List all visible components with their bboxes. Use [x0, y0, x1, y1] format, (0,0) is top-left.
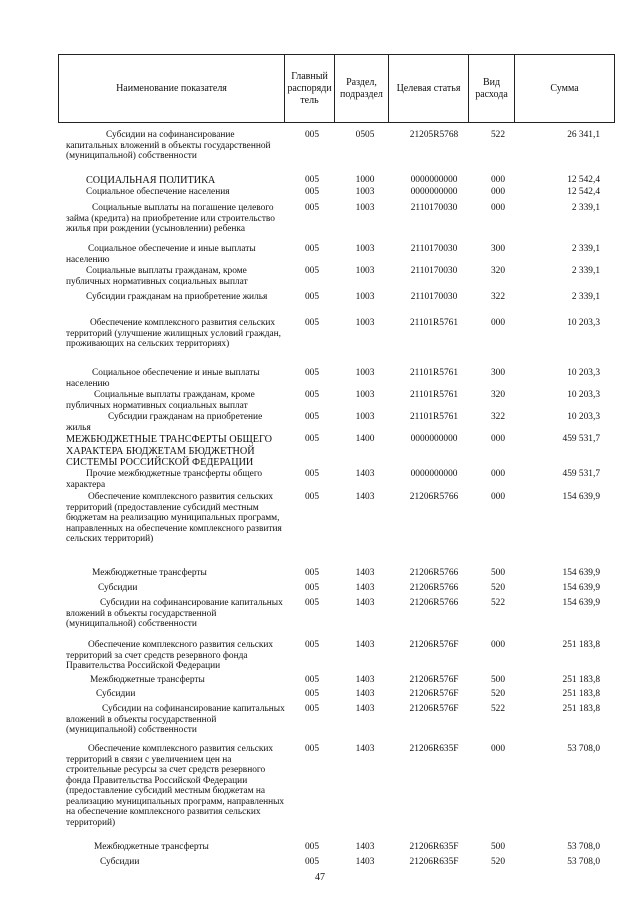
header-main-manager: Главный распоряди тель — [285, 55, 335, 123]
section-code: 1403 — [355, 675, 375, 685]
sum-value: 12 542,4 — [567, 187, 600, 197]
main-manager-code: 005 — [304, 842, 320, 852]
section-code: 1000 — [355, 175, 375, 185]
sum-value: 10 203,3 — [567, 390, 600, 400]
target-article-code: 21205R5768 — [409, 130, 459, 140]
target-article-code: 21206R5766 — [409, 598, 459, 608]
expense-type-code: 500 — [490, 842, 506, 852]
expense-type-code: 522 — [490, 704, 506, 714]
expense-type-code: 522 — [490, 130, 506, 140]
row-name: Субсидии — [100, 857, 140, 867]
sum-value: 2 339,1 — [571, 292, 600, 302]
section-code: 1403 — [355, 492, 375, 502]
main-manager-code: 005 — [304, 434, 320, 444]
row-name: Обеспечение комплексного развития сельских территорий в связи с увеличением цен на строительные ресурсы за счет средств резервного фонда Правительства Российской Федерации (предоставление субсидий местным бюджетам на реализацию муниципальных программ, направленных на обеспечение комплексного развития сельских территорий) — [66, 744, 285, 828]
target-article-code: 0000000000 — [410, 469, 458, 479]
row-name: Субсидии гражданам на приобретение жилья — [86, 292, 268, 302]
main-manager-code: 005 — [304, 266, 320, 276]
target-article-code: 0000000000 — [410, 434, 458, 444]
main-manager-code: 005 — [304, 640, 320, 650]
target-article-code: 2110170030 — [410, 244, 458, 254]
sum-value: 10 203,3 — [567, 318, 600, 328]
sum-value: 53 708,0 — [567, 857, 600, 867]
target-article-code: 21101R5761 — [409, 368, 459, 378]
table-header — [58, 54, 615, 123]
target-article-code: 2110170030 — [410, 203, 458, 213]
row-name: Обеспечение комплексного развития сельских территорий за счет средств резервного фонда Правительства Российской Федерации — [66, 640, 274, 671]
section-code: 1403 — [355, 857, 375, 867]
section-code: 1403 — [355, 583, 375, 593]
section-code: 1003 — [355, 292, 375, 302]
sum-value: 154 639,9 — [562, 598, 600, 608]
target-article-code: 0000000000 — [410, 175, 458, 185]
row-name: Субсидии гражданам на приобретение жилья — [66, 412, 263, 433]
expense-type-code: 500 — [490, 675, 506, 685]
header-name: Наименование показателя — [59, 55, 285, 123]
expense-type-code: 320 — [490, 390, 506, 400]
header-target-article: Целевая статья — [389, 55, 469, 123]
sum-value: 10 203,3 — [567, 412, 600, 422]
sum-value: 12 542,4 — [567, 175, 600, 185]
target-article-code: 21206R5766 — [409, 492, 459, 502]
expense-type-code: 000 — [490, 318, 506, 328]
expense-type-code: 520 — [490, 583, 506, 593]
expense-type-code: 500 — [490, 568, 506, 578]
target-article-code: 21206R576F — [409, 675, 459, 685]
expense-type-code: 520 — [490, 689, 506, 699]
row-name: Обеспечение комплексного развития сельских территорий (улучшение жилищных условий граждан, проживающих на сельских территориях) — [66, 318, 282, 349]
target-article-code: 21206R576F — [409, 689, 459, 699]
main-manager-code: 005 — [304, 492, 320, 502]
main-manager-code: 005 — [304, 292, 320, 302]
section-code: 1003 — [355, 368, 375, 378]
main-manager-code: 005 — [304, 130, 320, 140]
header-section: Раздел, подраздел — [335, 55, 389, 123]
main-manager-code: 005 — [304, 704, 320, 714]
section-code: 1400 — [355, 434, 375, 444]
sum-value: 154 639,9 — [562, 568, 600, 578]
row-name: Социальные выплаты на погашение целевого займа (кредита) на приобретение или строительство жилья при рождении (усыновлении) ребенка — [66, 203, 275, 234]
sum-value: 53 708,0 — [567, 744, 600, 754]
main-manager-code: 005 — [304, 390, 320, 400]
section-code: 1003 — [355, 318, 375, 328]
target-article-code: 2110170030 — [410, 266, 458, 276]
page-number: 47 — [315, 872, 325, 883]
row-name: Межбюджетные трансферты — [92, 568, 207, 578]
sum-value: 2 339,1 — [571, 203, 600, 213]
expense-type-code: 000 — [490, 187, 506, 197]
sum-value: 154 639,9 — [562, 583, 600, 593]
row-name: Социальное обеспечение и иные выплаты населению — [66, 244, 256, 265]
main-manager-code: 005 — [304, 187, 320, 197]
section-code: 1003 — [355, 412, 375, 422]
main-manager-code: 005 — [304, 598, 320, 608]
row-name: Социальные выплаты гражданам, кроме публичных нормативных социальных выплат — [66, 266, 248, 287]
main-manager-code: 005 — [304, 368, 320, 378]
row-name: Субсидии — [98, 583, 138, 593]
main-manager-code: 005 — [304, 568, 320, 578]
sum-value: 251 183,8 — [562, 640, 600, 650]
row-name: Социальные выплаты гражданам, кроме публичных нормативных социальных выплат — [66, 390, 255, 411]
section-code: 0505 — [355, 130, 375, 140]
expense-type-code: 000 — [490, 469, 506, 479]
target-article-code: 2110170030 — [410, 292, 458, 302]
section-code: 1003 — [355, 244, 375, 254]
section-code: 1403 — [355, 842, 375, 852]
section-code: 1003 — [355, 266, 375, 276]
expense-type-code: 300 — [490, 368, 506, 378]
main-manager-code: 005 — [304, 857, 320, 867]
section-code: 1403 — [355, 598, 375, 608]
row-name: Субсидии на софинансирование капитальных вложений в объекты государственной (муниципальной) собственности — [66, 704, 285, 735]
target-article-code: 21101R5761 — [409, 412, 459, 422]
row-name: Субсидии на софинансирование капитальных вложений в объекты государственной (муниципальной) собственности — [66, 130, 271, 161]
row-name: Межбюджетные трансферты — [90, 675, 205, 685]
target-article-code: 21206R576F — [409, 640, 459, 650]
row-name: Прочие межбюджетные трансферты общего характера — [66, 469, 263, 490]
expense-type-code: 520 — [490, 857, 506, 867]
row-name: Обеспечение комплексного развития сельских территорий (предоставление субсидий местным бюджетам на реализацию муниципальных программ, направленных на обеспечение комплексного развития сельских территорий) — [66, 492, 282, 544]
target-article-code: 0000000000 — [410, 187, 458, 197]
sum-value: 2 339,1 — [571, 244, 600, 254]
sum-value: 251 183,8 — [562, 704, 600, 714]
sum-value: 459 531,7 — [562, 434, 600, 444]
expense-type-code: 300 — [490, 244, 506, 254]
section-code: 1003 — [355, 390, 375, 400]
row-name: СОЦИАЛЬНАЯ ПОЛИТИКА — [86, 175, 216, 186]
target-article-code: 21101R5761 — [409, 318, 459, 328]
main-manager-code: 005 — [304, 412, 320, 422]
expense-type-code: 000 — [490, 434, 506, 444]
section-code: 1403 — [355, 568, 375, 578]
section-code: 1403 — [355, 640, 375, 650]
row-name: Социальное обеспечение и иные выплаты населению — [66, 368, 260, 389]
header-expense-type: Вид расхода — [469, 55, 515, 123]
section-code: 1003 — [355, 187, 375, 197]
section-code: 1403 — [355, 704, 375, 714]
expense-type-code: 000 — [490, 744, 506, 754]
target-article-code: 21206R635F — [409, 744, 459, 754]
main-manager-code: 005 — [304, 175, 320, 185]
expense-type-code: 320 — [490, 266, 506, 276]
expense-type-code: 522 — [490, 598, 506, 608]
sum-value: 251 183,8 — [562, 675, 600, 685]
target-article-code: 21206R576F — [409, 704, 459, 714]
section-code: 1403 — [355, 469, 375, 479]
expense-type-code: 000 — [490, 175, 506, 185]
main-manager-code: 005 — [304, 203, 320, 213]
row-name: Субсидии на софинансирование капитальных вложений в объекты государственной (муниципальной) собственности — [66, 598, 283, 629]
target-article-code: 21206R5766 — [409, 568, 459, 578]
expense-type-code: 000 — [490, 203, 506, 213]
row-name: Межбюджетные трансферты — [94, 842, 209, 852]
section-code: 1403 — [355, 689, 375, 699]
main-manager-code: 005 — [304, 689, 320, 699]
sum-value: 154 639,9 — [562, 492, 600, 502]
sum-value: 53 708,0 — [567, 842, 600, 852]
main-manager-code: 005 — [304, 744, 320, 754]
sum-value: 459 531,7 — [562, 469, 600, 479]
target-article-code: 21206R635F — [409, 842, 459, 852]
section-code: 1003 — [355, 203, 375, 213]
sum-value: 251 183,8 — [562, 689, 600, 699]
section-code: 1403 — [355, 744, 375, 754]
main-manager-code: 005 — [304, 675, 320, 685]
expense-type-code: 322 — [490, 292, 506, 302]
header-sum: Сумма — [515, 55, 615, 123]
row-name: Субсидии — [96, 689, 136, 699]
main-manager-code: 005 — [304, 469, 320, 479]
row-name: МЕЖБЮДЖЕТНЫЕ ТРАНСФЕРТЫ ОБЩЕГО ХАРАКТЕРА БЮДЖЕТАМ БЮДЖЕТНОЙ СИСТЕМЫ РОССИЙСКОЙ ФЕДЕРАЦИИ — [66, 434, 273, 468]
target-article-code: 21101R5761 — [409, 390, 459, 400]
main-manager-code: 005 — [304, 244, 320, 254]
target-article-code: 21206R5766 — [409, 583, 459, 593]
main-manager-code: 005 — [304, 583, 320, 593]
expense-type-code: 000 — [490, 640, 506, 650]
target-article-code: 21206R635F — [409, 857, 459, 867]
main-manager-code: 005 — [304, 318, 320, 328]
row-name: Социальное обеспечение населения — [86, 187, 230, 197]
sum-value: 10 203,3 — [567, 368, 600, 378]
sum-value: 26 341,1 — [567, 130, 600, 140]
expense-type-code: 322 — [490, 412, 506, 422]
sum-value: 2 339,1 — [571, 266, 600, 276]
expense-type-code: 000 — [490, 492, 506, 502]
